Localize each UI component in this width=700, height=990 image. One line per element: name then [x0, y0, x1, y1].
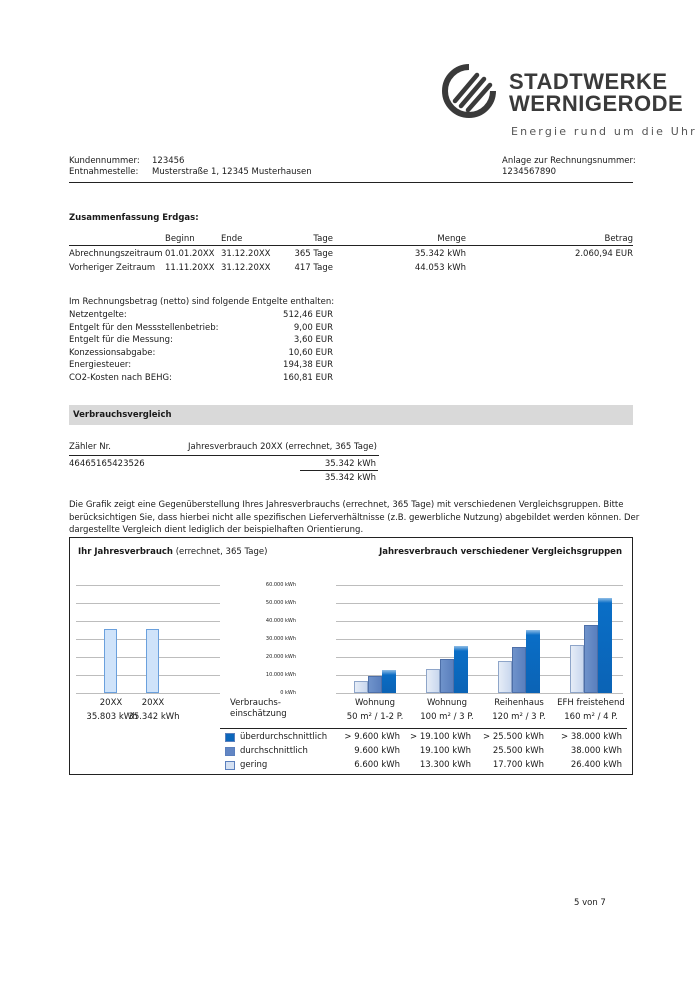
- meter-header: Zähler Nr.: [69, 442, 111, 452]
- own-consumption-bar: [104, 629, 117, 693]
- consumption-header: Jahresverbrauch 20XX (errechnet, 365 Tage): [188, 442, 377, 452]
- customer-number-label: Kundennummer:: [69, 156, 140, 166]
- low-consumption-bar: [426, 669, 440, 693]
- legend-value: > 19.100 kWh: [410, 732, 471, 742]
- y-tick-label: 20.000 kWh: [265, 654, 296, 660]
- invoice-value: 1234567890: [502, 167, 557, 177]
- note-line: dargestellte Vergleich dient lediglich der beispielhaften Orientierung.: [69, 525, 364, 535]
- comparison-title: Verbrauchsvergleich: [73, 410, 172, 420]
- high-consumption-bar: [382, 670, 396, 693]
- legend-series-name: durchschnittlich: [240, 746, 308, 756]
- grid-line-left: [76, 693, 220, 694]
- col-begin: Beginn: [165, 234, 195, 244]
- legend-value: 6.600 kWh: [354, 760, 400, 770]
- col-amount: Menge: [437, 234, 466, 244]
- site-value: Musterstraße 1, 12345 Musterhausen: [152, 167, 312, 177]
- row2-label: Vorheriger Zeitraum: [69, 263, 156, 273]
- col-price: Betrag: [604, 234, 633, 244]
- meter-divider: [69, 455, 379, 456]
- stadtwerke-logo-icon: [441, 63, 497, 119]
- legend-top-line: [220, 728, 627, 729]
- fee-value: 3,60 EUR: [293, 335, 333, 346]
- row2-begin: 11.11.20XX: [165, 263, 215, 273]
- meter-consumption: 35.342 kWh: [324, 459, 376, 469]
- group-category: Wohnung: [426, 698, 468, 708]
- average-consumption-bar: [368, 676, 382, 693]
- legend-value: > 9.600 kWh: [344, 732, 400, 742]
- summary-title: Zusammenfassung Erdgas:: [69, 213, 199, 223]
- row2-amount: 44.053 kWh: [414, 263, 466, 273]
- legend-value: 17.700 kWh: [492, 760, 544, 770]
- fee-value: 10,60 EUR: [288, 347, 333, 358]
- legend-value: 38.000 kWh: [570, 746, 622, 756]
- grid-line-left: [76, 603, 220, 604]
- y-tick-label: 50.000 kWh: [265, 600, 296, 606]
- fee-label: Netzentgelte:: [69, 310, 127, 320]
- own-bar-value: 35.342 kWh: [128, 712, 180, 722]
- own-chart-title-wrap: [78, 547, 267, 557]
- group-category-sub: 50 m² / 1-2 P.: [346, 712, 404, 722]
- average-consumption-bar: [440, 659, 454, 693]
- customer-number-value: 123456: [152, 156, 185, 166]
- brand-tagline: Energie rund um die Uhr: [511, 125, 697, 138]
- group-category: Reihenhaus: [494, 698, 544, 708]
- row1-end: 31.12.20XX: [221, 249, 271, 259]
- group-category-sub: 160 m² / 4 P.: [564, 712, 618, 722]
- legend-value: 13.300 kWh: [419, 760, 471, 770]
- estimate-label: Verbrauchs-: [230, 698, 281, 708]
- own-bar-year: 20XX: [141, 698, 165, 708]
- y-tick-label: 60.000 kWh: [265, 582, 296, 588]
- own-chart-title: Ihr Jahresverbrauch: [78, 547, 173, 557]
- meter-total: 35.342 kWh: [324, 473, 376, 483]
- comparison-note: [69, 499, 639, 537]
- fee-label: Entgelt für den Messstellenbetrieb:: [69, 322, 219, 333]
- brand-line-2: WERNIGERODE: [509, 91, 684, 116]
- invoice-label: Anlage zur Rechnungsnummer:: [502, 156, 636, 166]
- legend-value: 19.100 kWh: [419, 746, 471, 756]
- legend-value: 25.500 kWh: [492, 746, 544, 756]
- row1-price: 2.060,94 EUR: [574, 249, 633, 259]
- fee-label: Entgelt für die Messung:: [69, 335, 173, 346]
- chart-box: [69, 537, 633, 775]
- legend-value: > 25.500 kWh: [483, 732, 544, 742]
- average-consumption-bar: [512, 647, 526, 693]
- note-line: berücksichtigen Sie, dass hierbei nicht alle spezifischen Lieferverhältnisse (z.B. gewerbliche Nutzung) abgebildet werden können. Der: [69, 512, 640, 523]
- grid-line-right: [336, 603, 623, 604]
- grid-line-left: [76, 621, 220, 622]
- group-category: EFH freistehend: [557, 698, 625, 708]
- group-chart-title: Jahresverbrauch verschiedener Vergleichsgruppen: [379, 547, 622, 557]
- low-consumption-bar: [354, 681, 368, 693]
- fee-label: CO2-Kosten nach BEHG:: [69, 373, 172, 383]
- estimate-label: einschätzung: [230, 709, 287, 719]
- grid-line-right: [336, 585, 623, 586]
- col-end: Ende: [221, 234, 243, 244]
- y-tick-label: 10.000 kWh: [265, 672, 296, 678]
- header-divider: [69, 182, 633, 183]
- group-category-sub: 100 m² / 3 P.: [420, 712, 474, 722]
- y-tick-label: 40.000 kWh: [265, 618, 296, 624]
- legend-swatch: [225, 761, 235, 770]
- grid-line-right: [336, 621, 623, 622]
- low-consumption-bar: [570, 645, 584, 693]
- legend-value: 26.400 kWh: [570, 760, 622, 770]
- row2-end: 31.12.20XX: [221, 263, 271, 273]
- row2-days: 417 Tage: [294, 263, 333, 273]
- own-chart-subtitle: (errechnet, 365 Tage): [175, 547, 268, 557]
- brand-line-1: STADTWERKE: [509, 69, 668, 94]
- legend-swatch: [225, 733, 235, 742]
- grid-line-right: [336, 693, 623, 694]
- average-consumption-bar: [584, 625, 598, 693]
- fee-value: 512,46 EUR: [283, 310, 333, 320]
- row1-label: Abrechnungszeitraum: [69, 249, 163, 259]
- col-days: Tage: [313, 234, 333, 244]
- fee-value: 194,38 EUR: [283, 360, 333, 371]
- fee-label: Energiesteuer:: [69, 360, 132, 371]
- high-consumption-bar: [526, 630, 540, 693]
- site-label: Entnahmestelle:: [69, 167, 139, 177]
- grid-line-left: [76, 585, 220, 586]
- grid-line-right: [336, 639, 623, 640]
- fee-value: 160,81 EUR: [283, 373, 333, 383]
- high-consumption-bar: [454, 646, 468, 693]
- legend-swatch: [225, 747, 235, 756]
- own-bar-year: 20XX: [99, 698, 123, 708]
- row1-days: 365 Tage: [294, 249, 333, 259]
- fees-intro: Im Rechnungsbetrag (netto) sind folgende Entgelte enthalten:: [69, 297, 335, 307]
- row1-begin: 01.01.20XX: [165, 249, 215, 259]
- fee-value: 9,00 EUR: [293, 322, 333, 333]
- legend-series-name: überdurchschnittlich: [240, 732, 328, 742]
- low-consumption-bar: [498, 661, 512, 693]
- page-number: 5 von 7: [574, 898, 606, 908]
- legend-value: > 38.000 kWh: [561, 732, 622, 742]
- legend-series-name: gering: [240, 760, 268, 770]
- summary-divider: [69, 245, 633, 246]
- meter-number: 46465165423526: [69, 459, 145, 469]
- legend-value: 9.600 kWh: [354, 746, 400, 756]
- group-category: Wohnung: [354, 698, 396, 708]
- y-tick-label: 0 kWh: [280, 690, 296, 696]
- own-consumption-bar: [146, 629, 159, 693]
- group-category-sub: 120 m² / 3 P.: [492, 712, 546, 722]
- note-line: Die Grafik zeigt eine Gegenüberstellung Ihres Jahresverbrauchs (errechnet, 365 Tage) mit verschiedenen Vergleichsgruppen. Bitte: [69, 500, 624, 510]
- total-divider: [300, 470, 378, 471]
- y-tick-label: 30.000 kWh: [265, 636, 296, 642]
- fee-label: Konzessionsabgabe:: [69, 347, 156, 358]
- row1-amount: 35.342 kWh: [414, 249, 466, 259]
- high-consumption-bar: [598, 598, 612, 693]
- own-bar-value: 35.803 kWh: [86, 712, 138, 722]
